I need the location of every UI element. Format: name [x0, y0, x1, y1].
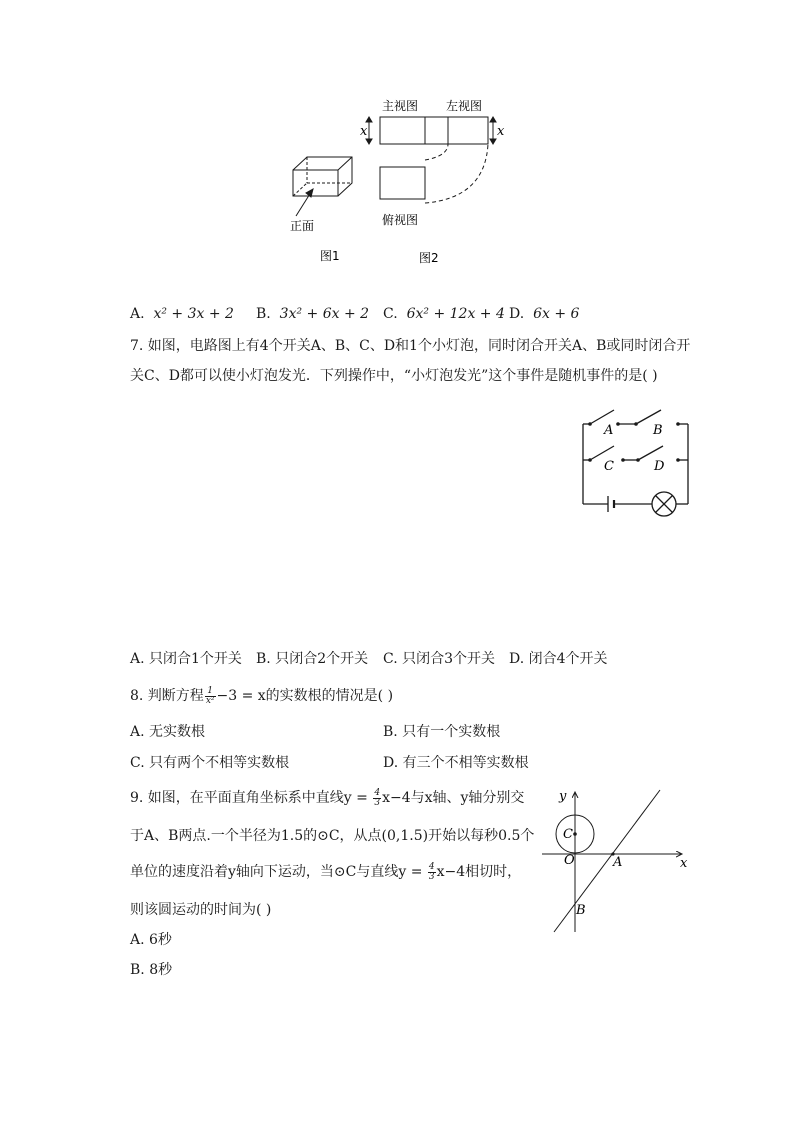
q8-option-c: C. 只有两个不相等实数根	[130, 755, 290, 771]
q6-option-c: C. 6x² + 12x + 4	[383, 306, 505, 322]
left-view-label: 左视图	[446, 99, 483, 113]
main-view-label: 主视图	[382, 99, 419, 113]
figure-views	[280, 90, 520, 270]
q9-line3: 单位的速度沿着y轴向下运动，当⊙C与直线y = $\frac{4}{3}$ x−4相切时，	[130, 861, 522, 882]
q8-stem: 8. 判断方程 $\frac{1}{\text{x²}}$ −3 = x的实数根的情况是( )	[130, 685, 394, 706]
coordinate-graph	[538, 782, 694, 938]
top-view-label: 俯视图	[382, 213, 419, 227]
q7-option-c: C. 只闭合3个开关	[383, 651, 496, 667]
figure1-caption: 图1	[320, 249, 340, 263]
circuit-diagram	[578, 402, 698, 520]
q7-option-a: A. 只闭合1个开关	[130, 651, 242, 667]
front-label: 正面	[290, 219, 315, 233]
q6-option-a: A. x² + 3x + 2	[130, 306, 234, 322]
center-c-label: C	[563, 827, 573, 842]
q7-option-b: B. 只闭合2个开关	[256, 651, 369, 667]
point-b-label: B	[576, 903, 586, 918]
q9-option-b: B. 8秒	[130, 962, 173, 978]
q7-option-d: D. 闭合4个开关	[509, 651, 608, 667]
q9-line2: 于A、B两点.一个半径为1.5的⊙C，从点(0,1.5)开始以每秒0.5个	[130, 828, 535, 844]
q6-option-b: B. 3x² + 6x + 2	[256, 306, 370, 322]
figure2-views	[366, 117, 496, 203]
figure2-caption: 图2	[419, 251, 439, 265]
q9-line4: 则该圆运动的时间为( )	[130, 902, 272, 918]
origin-label: O	[564, 853, 575, 868]
x-axis-label: x	[680, 856, 688, 871]
q9-line1: 9. 如图，在平面直角坐标系中直线y = $\frac{4}{3}$ x−4与x轴、y轴分别交	[130, 787, 525, 808]
switch-b-label: B	[653, 423, 663, 438]
q9-option-a: A. 6秒	[130, 932, 172, 948]
y-axis-label: y	[559, 789, 567, 804]
dim-left-label: x	[360, 124, 368, 139]
q7-line1: 7. 如图，电路图上有4个开关A、B、C、D和1个小灯泡，同时闭合开关A、B或同时闭合开	[130, 338, 691, 354]
q7-line2: 关C、D都可以使小灯泡发光．下列操作中，“小灯泡发光”这个事件是随机事件的是( )	[130, 368, 658, 384]
figure1-box	[293, 157, 352, 216]
switch-d-label: D	[654, 459, 665, 474]
q8-option-a: A. 无实数根	[130, 724, 206, 740]
q8-fraction: $\frac{1}{\text{x²}}$	[205, 685, 215, 706]
q8-option-b: B. 只有一个实数根	[383, 724, 501, 740]
dim-right-label: x	[497, 124, 505, 139]
q6-option-d: D. 6x + 6	[509, 306, 580, 322]
q8-option-d: D. 有三个不相等实数根	[383, 755, 529, 771]
point-a-label: A	[613, 855, 623, 870]
switch-c-label: C	[604, 459, 614, 474]
switch-a-label: A	[604, 423, 614, 438]
